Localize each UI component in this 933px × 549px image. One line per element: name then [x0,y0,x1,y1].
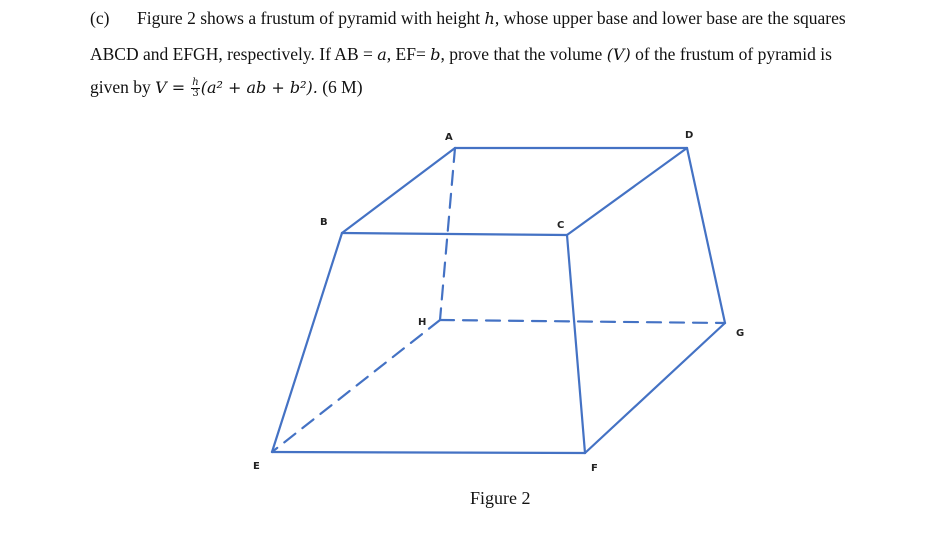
vertex-label-b: B [320,217,328,228]
figure-caption: Figure 2 [470,488,531,508]
line1-end: , whose upper base and lower base are the squares [494,8,846,28]
question-label: (c) [90,8,110,28]
line2-start: ABCD and EFGH, respectively. If AB = [90,44,378,64]
fraction-numerator: h [192,77,199,89]
line2-mid: , EF= [386,44,431,64]
line2-rest: , prove that the volume [440,44,607,64]
formula-lhs: V = [155,78,191,97]
edge-c-d [567,148,687,235]
edge-h-e [272,320,440,452]
edge-e-f [272,452,585,453]
vertex-label-e: E [253,461,260,472]
edge-a-b [342,148,455,233]
line2-end: of the frustum of pyramid is [630,44,832,64]
line3-start: given by [90,77,156,97]
vertex-label-h: H [418,317,427,328]
variable-b: b [430,45,441,64]
edge-b-c [342,233,567,235]
formula-rhs: (a² + ab + b²). [200,78,318,97]
fraction-denominator: 3 [192,88,199,100]
edge-c-f [567,235,585,453]
vertex-label-g: G [736,328,745,339]
marks: (6 M) [317,77,363,97]
vertex-label-f: F [591,463,598,474]
variable-a: a [377,45,387,64]
edge-f-g [585,323,725,453]
edge-b-e [272,233,342,452]
edge-h-g [440,320,725,323]
edge-d-g [687,148,725,323]
vertex-label-c: C [557,220,565,231]
height-variable: h [484,9,495,28]
vertex-label-d: D [685,130,694,141]
vertex-label-a: A [445,132,453,143]
variable-v: (V) [606,45,631,64]
line1-text: Figure 2 shows a frustum of pyramid with height [137,8,485,28]
